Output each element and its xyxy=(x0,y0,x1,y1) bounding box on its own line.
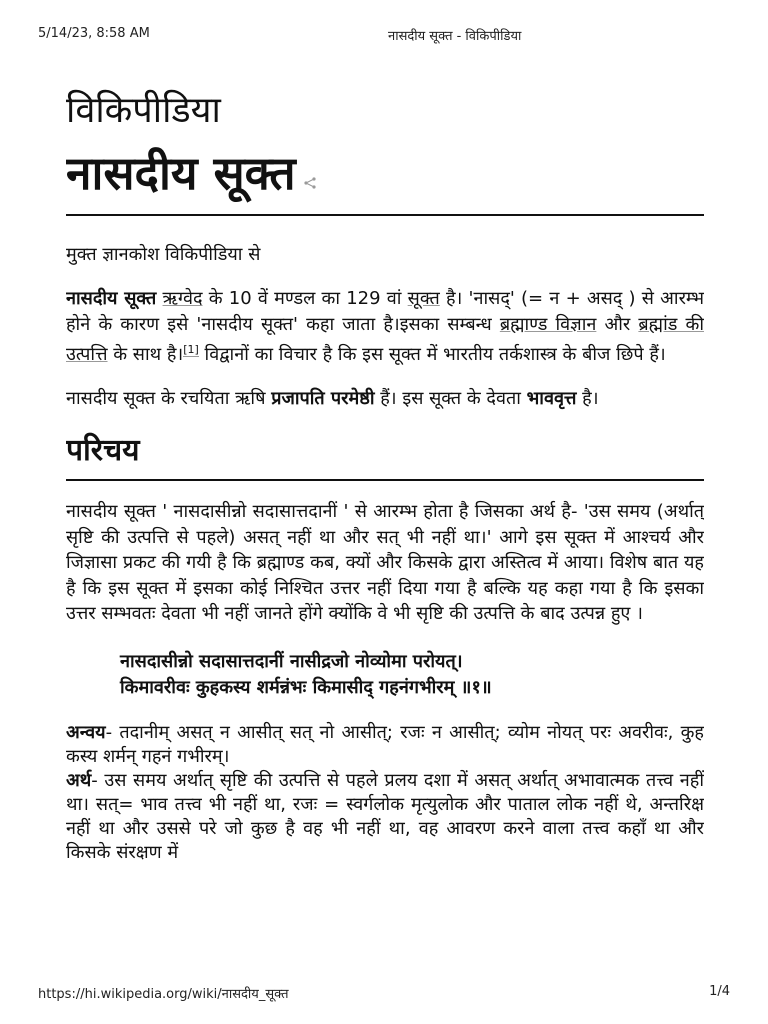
title-row xyxy=(66,142,704,204)
link-rigveda[interactable]: ऋग्वेद xyxy=(162,288,203,309)
intro-text-4: के साथ है। xyxy=(107,344,184,365)
intro-bold-term: नासदीय सूक्त xyxy=(66,288,157,309)
intro-text-5: विद्वानों का विचार है कि इस सूक्त में भारतीय तर्कशास्त्र के बीज छिपे हैं। xyxy=(198,344,666,365)
artha-label: अर्थ xyxy=(66,769,92,791)
verse-block xyxy=(120,649,704,701)
page-number: 1/4 xyxy=(709,984,730,999)
title-divider xyxy=(66,214,704,216)
author-text-1: नासदीय सूक्त के रचयिता ऋषि xyxy=(66,387,272,409)
share-icon[interactable] xyxy=(303,176,317,190)
intro-paragraph xyxy=(66,286,704,368)
intro-text-1: के 10 वें मण्डल का 129 वां xyxy=(202,288,408,309)
link-origin-universe[interactable]: ब्रह्मांड की उत्पत्ति xyxy=(66,313,704,365)
anvaya-paragraph xyxy=(66,721,704,865)
parichay-paragraph: नासदीय सूक्त ' नासदासीन्नो सदासात्तदानीं ' से आरम्भ होता है जिसका अर्थ है- 'उस समय (अर्थात् सृष्टि की उत्पत्ति से पहले) असत् नहीं था और सत् भी नहीं था।' आगे इस सूक्त में आश्चर्य और जिज्ञासा प्रकट की गयी है कि ब्रह्माण्ड कब, क्यों और किसके द्वारा अस्तित्व में आया। विशेष बात यह है कि इस सूक्त में इसका कोई निश्चित उत्तर नहीं दिया गया है बल्कि यह कहा गया है कि इसका उत्तर सम्भवतः देवता भी नहीं जानते होंगे क्योंकि वे भी सृष्टि की उत्पत्ति के बाद उत्पन्न हुए । xyxy=(66,501,704,624)
author-text-3: है। xyxy=(576,387,599,409)
from-line: मुक्त ज्ञानकोश विकिपीडिया से xyxy=(66,244,261,265)
verse-line-1: नासदासीन्नो सदासात्तदानीं नासीद्रजो नोव्योमा परोयत्। xyxy=(120,650,463,672)
intro-text-3: और xyxy=(596,313,639,335)
author-name: प्रजापति परमेष्ठी xyxy=(271,387,375,409)
reference-link[interactable]: [1] xyxy=(183,343,199,356)
article-content xyxy=(66,86,704,976)
print-page-title: नासदीय सूक्त - विकिपीडिया xyxy=(388,29,522,44)
section-heading-parichay: परिचय xyxy=(66,433,140,468)
verse-line-2: किमावरीवः कुहकस्य शर्मन्नंभः किमासीद् गहनंगभीरम् ॥१॥ xyxy=(120,676,492,698)
page-title: नासदीय सूक्त xyxy=(66,146,296,200)
link-cosmology[interactable]: ब्रह्माण्ड विज्ञान xyxy=(499,313,597,335)
section-divider xyxy=(66,479,704,481)
page-url: https://hi.wikipedia.org/wiki/नासदीय_सूक्त xyxy=(38,987,289,1002)
link-sukta[interactable]: सूक्त xyxy=(407,288,440,309)
wikipedia-wordmark[interactable]: विकिपीडिया xyxy=(66,90,221,131)
artha-text: - उस समय अर्थात् सृष्टि की उत्पत्ति से पहले प्रलय दशा में असत् अर्थात् अभावात्मक तत्त्व नहीं था। सत्= भाव तत्त्व भी नहीं था, रजः = स्वर्गलोक मृत्युलोक और पाताल लोक नहीं थे, अन्तरिक्ष नहीं था और उससे परे जो कुछ है वह भी नहीं था, वह आवरण करने वाला तत्त्व कहाँ था और किसके संरक्षण में xyxy=(66,769,704,863)
deity-name: भाववृत्त xyxy=(526,387,577,409)
author-text-2: हैं। इस सूक्त के देवता xyxy=(374,387,527,409)
author-paragraph xyxy=(66,386,704,412)
anvaya-text: - तदानीम् असत् न आसीत् सत् नो आसीत्; रजः न आसीत्; व्योम नोयत् परः अवरीवः, कुह कस्य शर्मन् गहनं गभीरम्। xyxy=(66,721,704,767)
intro-text-2: है। 'नासद्' (= न + असद् ) से आरम्भ होने के कारण इसे 'नासदीय सूक्त' कहा जाता है।इसका सम्बन्ध xyxy=(66,288,704,335)
print-datetime: 5/14/23, 8:58 AM xyxy=(38,26,150,41)
anvaya-label: अन्वय xyxy=(66,721,106,743)
